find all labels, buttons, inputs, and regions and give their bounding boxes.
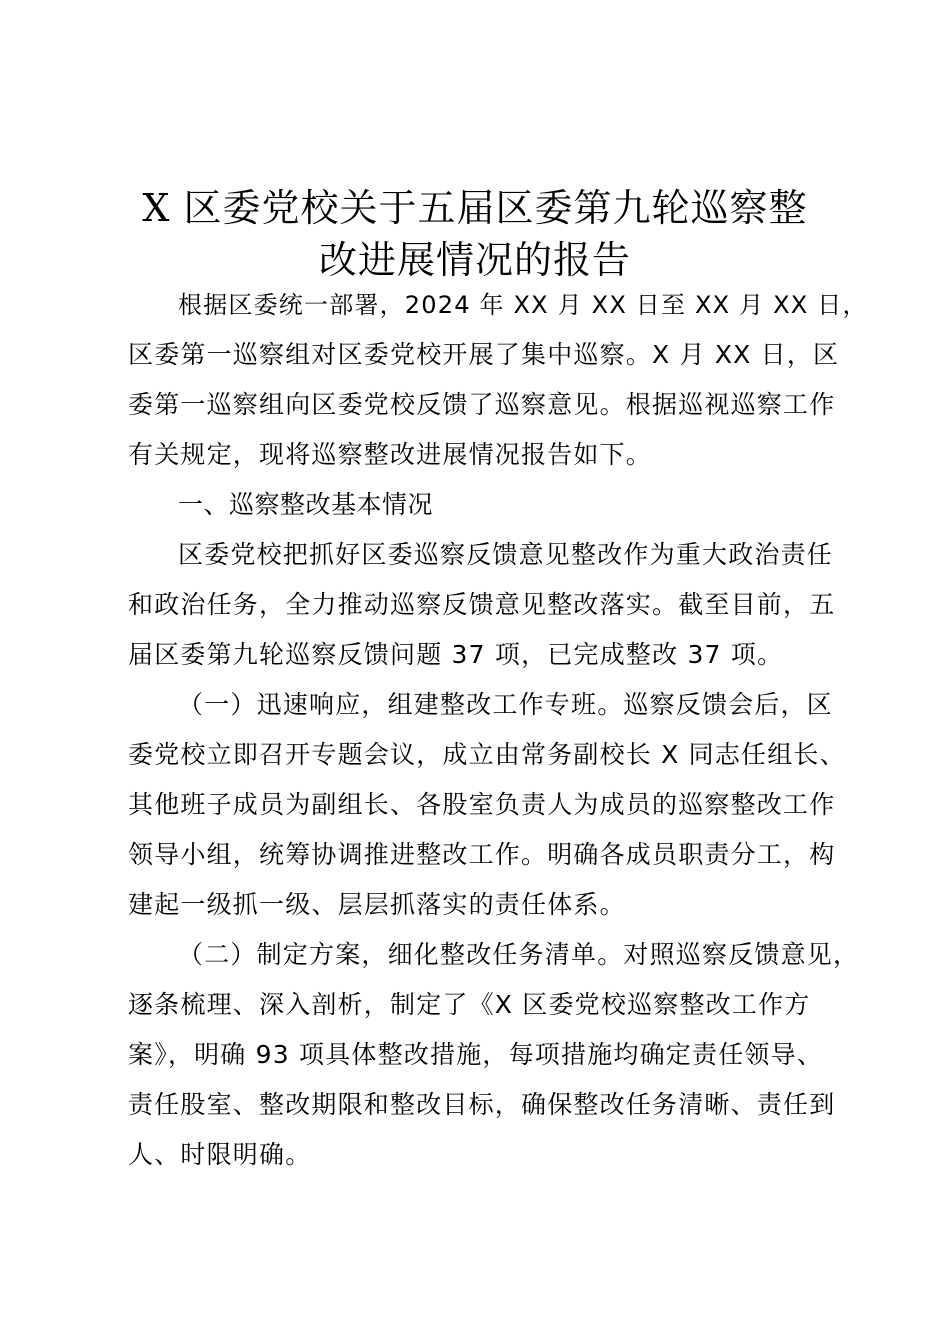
paragraph-intro-line: 根据区委统一部署，2024 年 XX 月 XX 日至 XX 月 XX 日， — [178, 291, 868, 319]
document-title-line-1: X 区委党校关于五届区委第九轮巡察整 — [142, 186, 808, 230]
paragraph-intro-line: 有关规定，现将巡察整改进展情况报告如下。 — [128, 440, 653, 469]
paragraph-basic-line: 和政治任务，全力推动巡察反馈意见整改落实。截至目前，五 — [128, 590, 836, 619]
paragraph-basic-line: 区委党校把抓好区委巡察反馈意见整改作为重大政治责任 — [178, 540, 834, 569]
document-title-line-2: 改进展情况的报告 — [318, 238, 631, 282]
paragraph-item-1-line: 委党校立即召开专题会议，成立由常务副校长 X 同志任组长、 — [128, 740, 846, 769]
paragraph-item-2-line: 人、时限明确。 — [128, 1140, 312, 1169]
paragraph-item-1-line: 其他班子成员为副组长、各股室负责人为成员的巡察整改工作 — [128, 790, 836, 819]
section-heading: 一、巡察整改基本情况 — [178, 490, 434, 519]
paragraph-item-2-line: 逐条梳理、深入剖析，制定了《X 区委党校巡察整改工作方 — [128, 990, 811, 1019]
paragraph-item-2-line: 责任股室、整改期限和整改目标，确保整改任务清晰、责任到 — [128, 1090, 836, 1119]
paragraph-item-1-line: 领导小组，统筹协调推进整改工作。明确各成员职责分工，构 — [128, 840, 836, 869]
paragraph-item-2-line: （二）制定方案，细化整改任务清单。对照巡察反馈意见， — [178, 940, 860, 969]
paragraph-item-1-line: 建起一级抓一级、层层抓落实的责任体系。 — [128, 890, 626, 919]
paragraph-item-2-line: 案》，明确 93 项具体整改措施，每项措施均确定责任领导、 — [128, 1040, 824, 1069]
paragraph-item-1-line: （一）迅速响应，组建整改工作专班。巡察反馈会后，区 — [178, 690, 834, 719]
paragraph-intro-line: 区委第一巡察组对区委党校开展了集中巡察。X 月 XX 日，区 — [128, 340, 840, 369]
paragraph-basic-line: 届区委第九轮巡察反馈问题 37 项，已完成整改 37 项。 — [128, 640, 784, 669]
paragraph-intro-line: 委第一巡察组向区委党校反馈了巡察意见。根据巡视巡察工作 — [128, 390, 836, 419]
